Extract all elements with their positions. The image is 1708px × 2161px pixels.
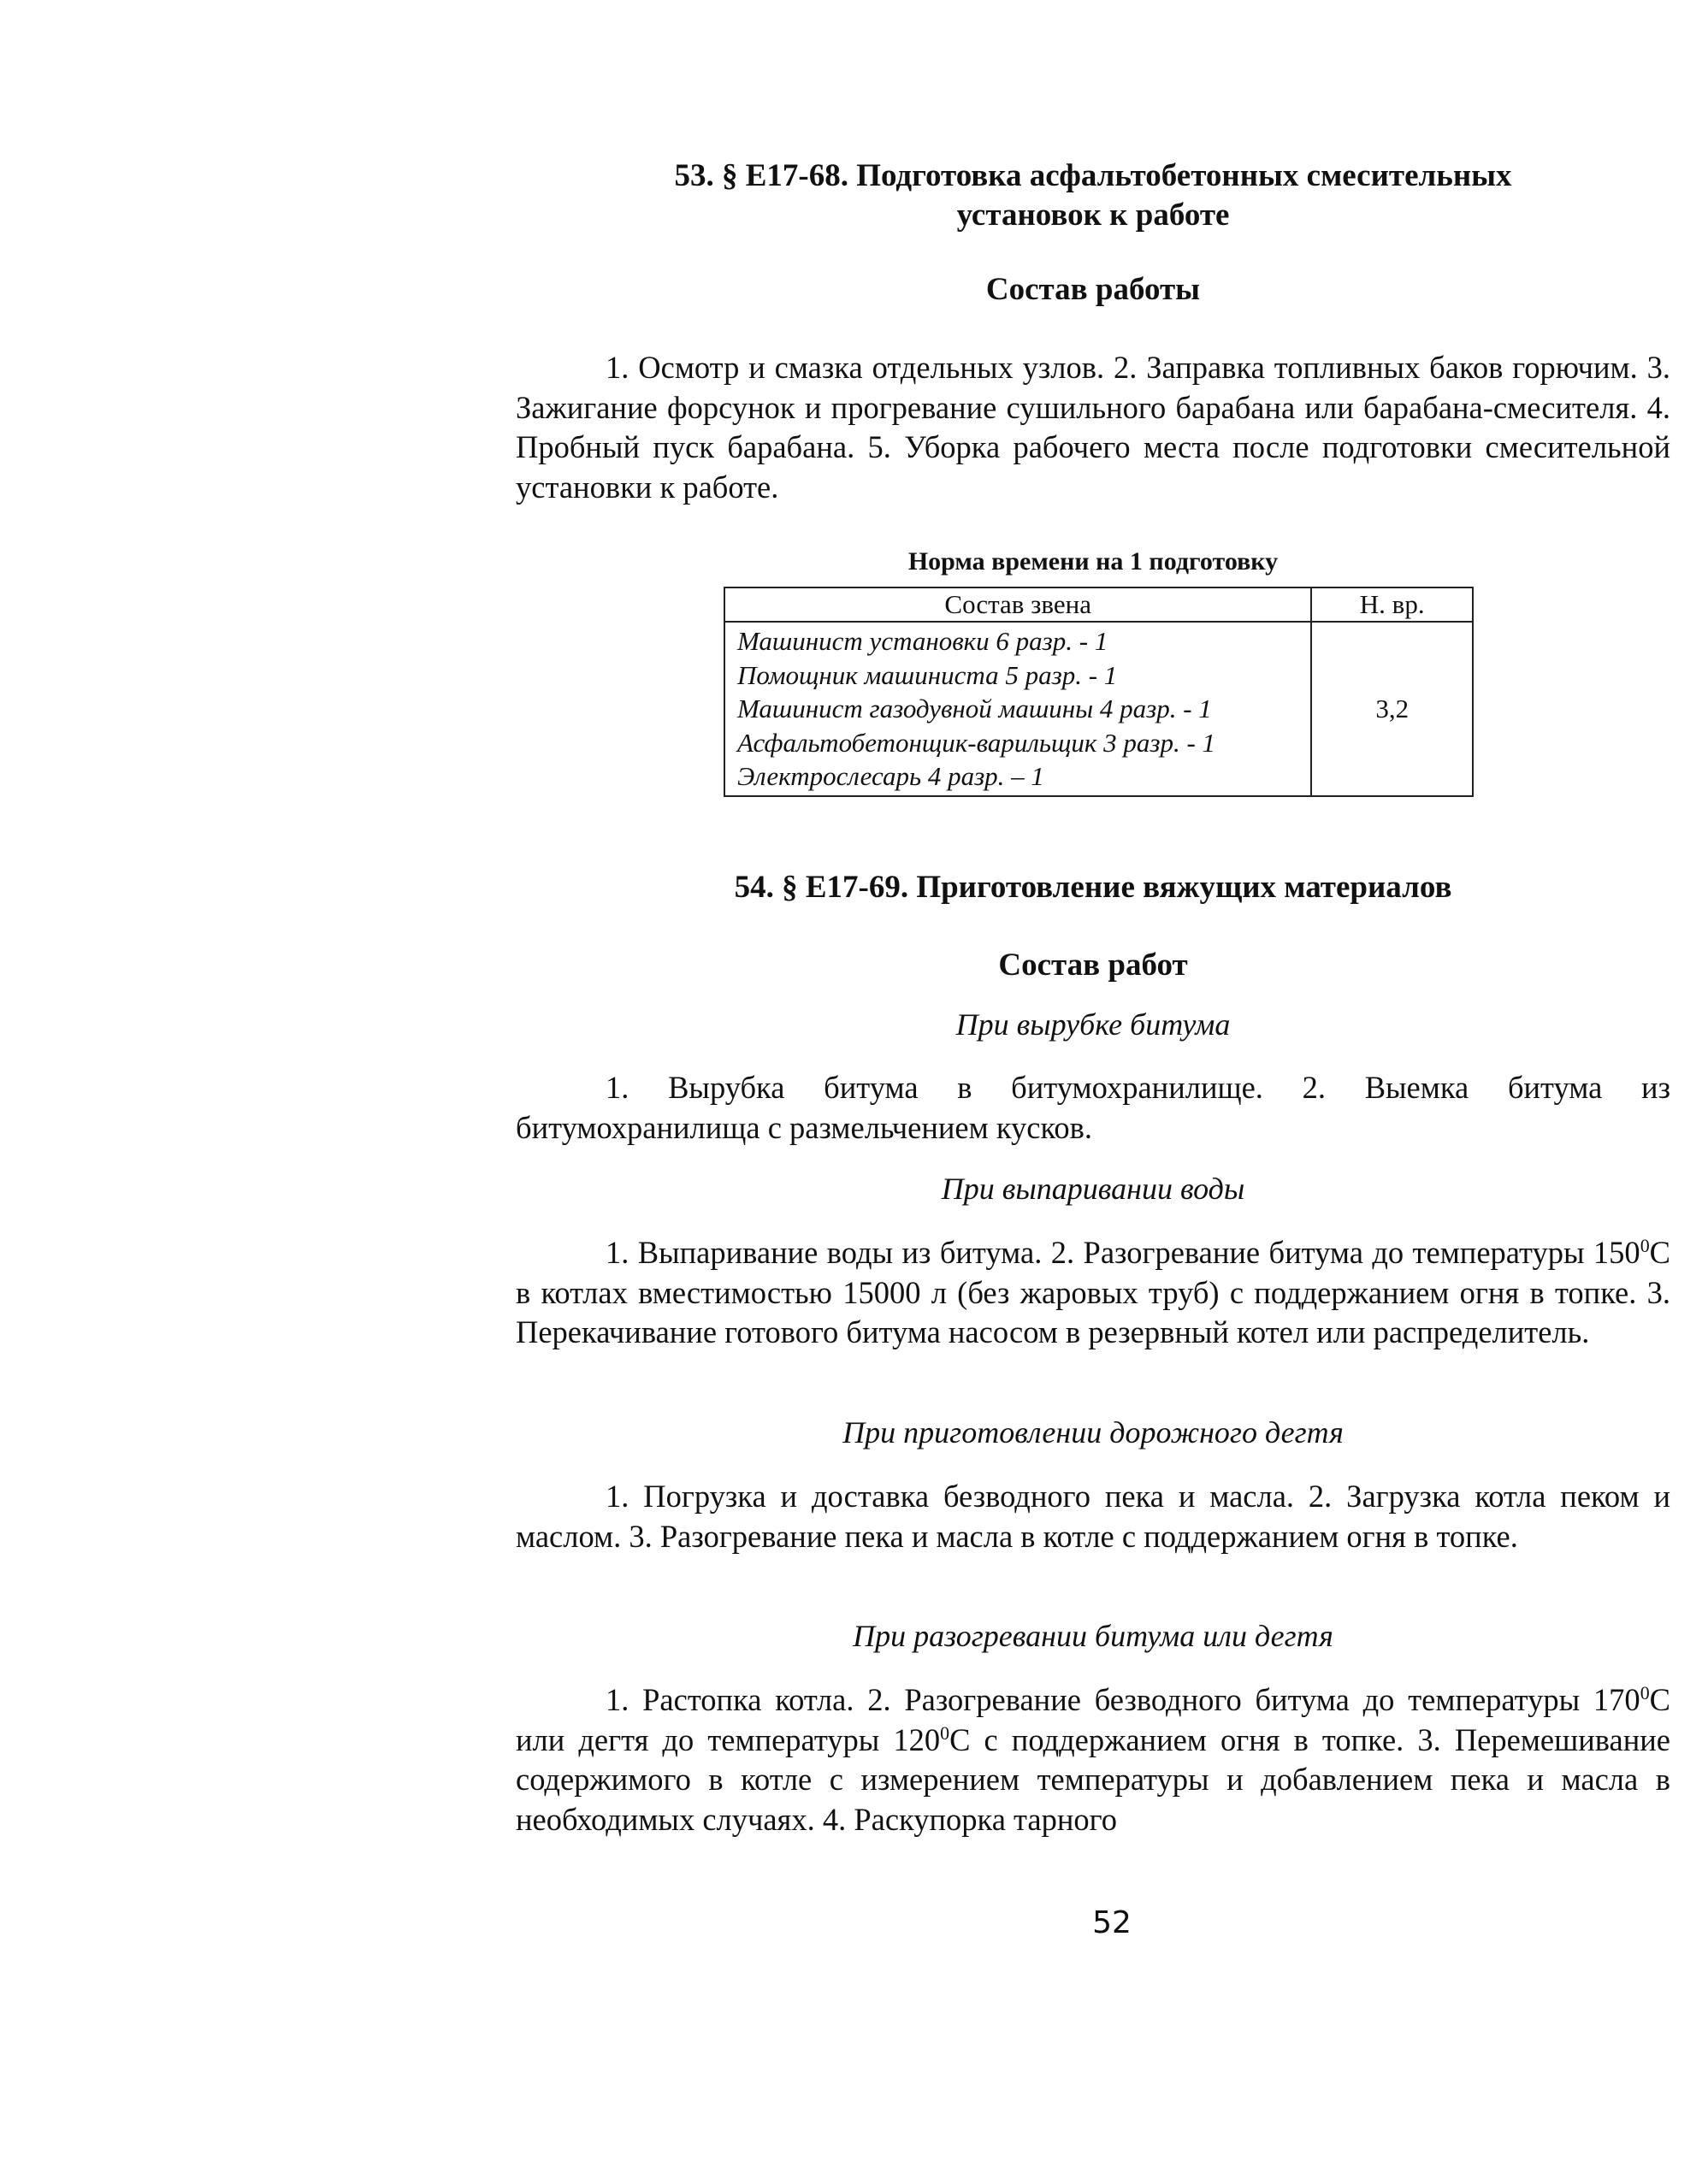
norm-table-caption: Норма времени на 1 подготовку: [907, 547, 1279, 576]
crew-member: Машинист газодувной машины 4 разр. - 1: [737, 694, 1212, 723]
subsection-text-cutting: 1. Вырубка битума в битумохранилище. 2. Выемка битума из битумохранилища с размельчением кусков.: [516, 1070, 1670, 1145]
column-header-norm: Н. вр.: [1311, 587, 1473, 622]
column-header-members: Состав звена: [724, 587, 1311, 622]
subsection-heading-heating: При разогревании битума или дегтя: [853, 1619, 1333, 1653]
section-53-title-line-1: 53. § Е17-68. Подготовка асфальтобетонных смесительных: [674, 158, 1512, 193]
subsection-heading-cutting: При вырубке битума: [955, 1007, 1231, 1042]
section-54-title: 54. § Е17-69. Приготовление вяжущих материалов: [734, 870, 1452, 905]
page-number: 52: [1092, 1905, 1132, 1940]
subsection-heading-evaporation: При выпаривании воды: [941, 1172, 1245, 1206]
norm-table-row: [724, 622, 1473, 796]
norm-table: [724, 587, 1474, 797]
section-53-title: [516, 156, 1670, 235]
section-53-composition-text: 1. Осмотр и смазка отдельных узлов. 2. Заправка топливных баков горючим. 3. Зажигание форсунок и прогревание сушильного барабана или барабана-смесителя. 4. Пробный пуск барабана. 5. Уборка рабочего места после подготовки смесительной установки к работе.: [516, 350, 1670, 505]
crew-members-cell: [724, 622, 1311, 796]
crew-member: Помощник машиниста 5 разр. - 1: [737, 659, 1118, 690]
subsection-text-evaporation: 1. Выпаривание воды из битума. 2. Разогревание битума до температуры $150^0С$ в котлах вместимостью 15000 л (без жаровых труб) с поддержанием огня в топке. 3. Перекачивание готового битума насосом в резервный котел или распределитель.: [516, 1234, 1670, 1349]
norm-value-cell: 3,2: [1311, 622, 1473, 796]
crew-member: Электрослесарь 4 разр. – 1: [737, 761, 1044, 791]
section-53-composition-heading: Состав работы: [985, 272, 1201, 307]
subsection-text-heating: 1. Растопка котла. 2. Разогревание безводного битума до температуры $170^0С$ или дегтя до температуры $120^0С$ с поддержанием огня в топке. 3. Перемешивание содержимого в котле с измерением температуры и добавлением пека и масла в необходимых случаях. 4. Раскупорка тарного: [516, 1681, 1670, 1837]
subsection-text-tar: 1. Погрузка и доставка безводного пека и масла. 2. Загрузка котла пеком и маслом. 3. Разогревание пека и масла в котле с поддержанием огня в топке.: [516, 1479, 1670, 1554]
crew-member: Асфальтобетонщик-варильщик 3 разр. - 1: [737, 727, 1216, 758]
norm-table-header-row: [724, 587, 1473, 622]
subsection-heading-tar: При приготовлении дорожного дегтя: [842, 1415, 1344, 1450]
crew-member: Машинист установки 6 разр. - 1: [737, 626, 1108, 656]
section-54-composition-heading: Состав работ: [998, 948, 1188, 983]
section-53-title-line-2: установок к работе: [956, 198, 1230, 233]
